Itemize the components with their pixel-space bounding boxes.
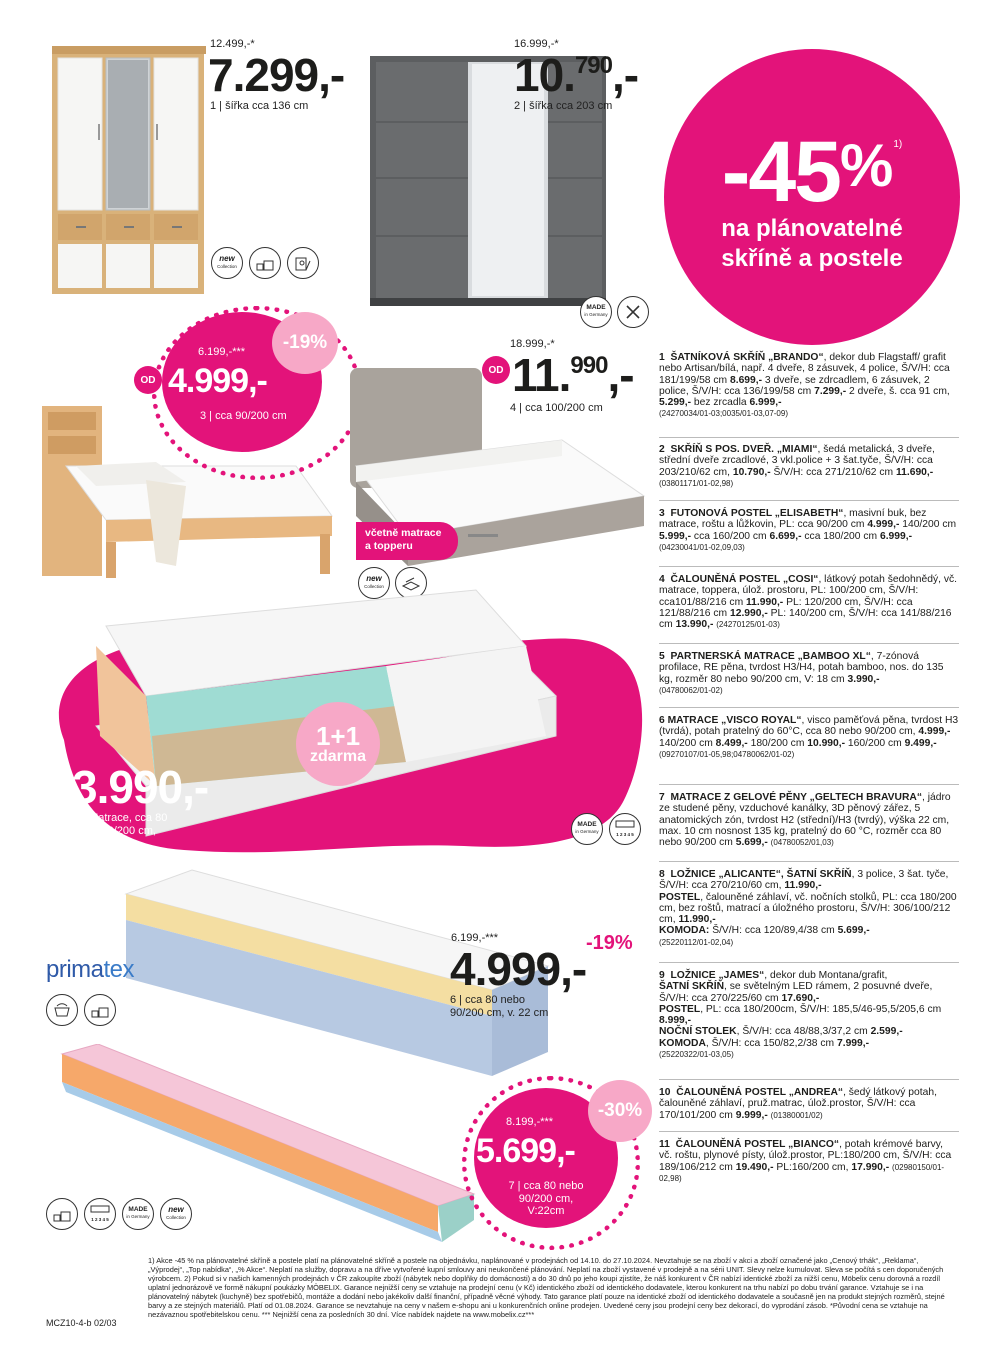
p4-note-line2: a topperu [365,540,413,552]
mattress-geltech-image [58,1044,478,1244]
p2-price-main: 10. [514,49,575,101]
modular-blocks-icon [84,994,116,1026]
p5-size-line3: v. 18 cm [74,837,115,850]
p5-offer-badge [296,702,380,786]
p4-old-price: 18.999,-* [510,338,555,350]
p5-size-line1: 5 | Matrace, cca 80 [74,812,168,824]
new-collection-icon: new Collection [160,1198,192,1230]
separator [659,566,959,567]
made-in-germany-icon: MADE in Germany [122,1198,154,1230]
p7-size-line2: 90/200 cm, [518,1192,574,1205]
separator [659,861,959,862]
p7-old-price: 8.199,-*** [506,1116,554,1128]
p6-size [450,994,548,1019]
promo-percent-value: -45 [721,124,841,220]
made-in-germany-icon: MADE in Germany [580,296,612,328]
separator [659,500,959,501]
p2-price-end: ,- [612,49,639,101]
primatex-logo-prima: prima [46,956,104,983]
p4-price-end: ,- [607,349,634,401]
washable-icon [46,994,78,1026]
made-in-germany-icon: MADE in Germany [571,813,603,845]
p7-price: 5.699,- [476,1132,575,1170]
promo-percent [664,123,960,222]
p6-size-line2: 90/200 cm, v. 22 cm [450,1006,549,1019]
p2-price-sup: 790 [574,52,612,79]
description-11: 11 ČALOUNĚNÁ POSTEL „BIANCO“, potah krémové barvy, vč. roštu, plynové písty, úlož.prostor, PL:180/200 cm, Š/V/H: cca 189/106/212 cm 19.490,- PL:160/200 cm, 17.990,- (02980150/01-02,98) [659,1139,952,1183]
description-1: 1 ŠATNÍKOVÁ SKŘÍŇ „BRANDO“, dekor dub Flagstaff/ grafit nebo Artisan/bílá, např. 4 dveře, 8 zásuvek, 4 police, Š/V/H: cca 181/199/58 cm 8.699,- 3 dveře, se zdrcadlem, 6 zásuvek, 2 police, Š/V/H: cca 136/199/58 cm 7.299,- 2 dveře, š. cca 91 cm, 5.299,- bez zrcadla 6.999,- (24270034/01-03;0035/01-03,07-09) [659,352,950,419]
p5-size-line2: nebo 90/200 cm, [74,824,156,837]
description-7: 7 MATRACE Z GELOVÉ PĚNY „GELTECH BRAVURA“, jádro ze studené pěny, vzduchové kanálky, 3D pěnový zářez, 5 anatomických zón, tvrdost H2 (střední)/H3 (tvrdý), výška 22 cm, max. 10 cm nosnost 135 kg, pratelný do 60 °C, rozměr cca 80 nebo 90/200 cm 5.699,- (04780052/01,03) [659,792,951,849]
p1-price: 7.299,- [208,49,345,101]
p2-price [514,49,639,101]
p3-size: 3 | cca 90/200 cm [200,410,287,422]
planning-icon [287,247,319,279]
separator [659,962,959,963]
description-4: 4 ČALOUNĚNÁ POSTEL „COSI“, látkový potah šedohnědý, vč. matrace, toppera, úlož. prostoru, PL: 100/200 cm, Š/V/H: cca101/88/216 cm 11.990,- PL: 120/200 cm, Š/V/H: cca 121/88/216 cm 12.990,- PL: 140/200 cm, Š/V/H: cca 141/88/216 cm 13.990,- (24270125/01-03) [659,574,957,631]
separator [659,707,959,708]
p6-price: 4.999,- [450,943,587,995]
p6-size-line1: 6 | cca 80 nebo [450,994,526,1006]
promo-footnote-mark: 1) [893,139,903,150]
p6-old-price: 6.199,-*** [451,932,499,944]
description-9: 9 LOŽNICE „JAMES“, dekor dub Montana/grafit, ŠATNÍ SKŘÍŇ, se světelným LED rámem, 2 posuvné dveře, Š/V/H: cca 270/225/60 cm 17.690,- POSTEL, PL: cca 180/200cm, Š/V/H: 185,5/46-95,5/205,6 cm 8.999,- NOČNÍ STOLEK, Š/V/H: cca 48/88,3/37,2 cm 2.599,- KOMODA, Š/V/H: cca 150/82,2/38 cm 7.999,- (25220322/01-03,05) [659,970,942,1060]
p1-size: 1 | šířka cca 136 cm [210,100,309,112]
p3-price: 4.999,- [168,362,267,400]
separator [659,1131,959,1132]
p7-discount-badge: -30% [588,1080,652,1142]
promo-percent-sign: % [840,132,894,199]
p5-offer-line2: zdarma [309,748,367,765]
legal-footnote: 1) Akce -45 % na plánovatelné skříně a postele platí na plánovatelné skříně a postele na objednávku, naplánované v prodejnách od 14.10. do 27.10.2024. Nevztahuje se na zboží v akci a zboží označené jako „Cenový trhák“, „Reklama“, „Výprodej“, „Top nabídka“, „% Akce“. Neplatí na služby, dopravu a na dříve vytvořené kupní smlouvy ani neukončené plánování. Neplatí na zboží vystavené v prodejně a na sérii UNIT. Slevy nelze kumulovat. Sleva se počítá s cen doporučených výrobcem. 2) Pokud si v našich kamenných prodejnách v ČR zakoupíte zboží (nábytek nebo doplňky do domácnosti) a do 30 dnů po jeho koupi zjistíte, že náš konkurent v ČR nabízí identické zboží za nižší cenu, Möbelix cenu dorovná a rozdíl uplatní jednorázově ve formě nákupní poukázky MÖBELIX. Garance nejnižší ceny se vztahuje na prodejní cenu (v Kč) identického zboží od identického dodavatele, kterou konkurent na trhu nabízí po dobu trvání garance. Vztahuje se i na plánovatelný nábytek (kuchyně) bez spotřebičů, montáže a dodání nebo jakékoliv další finanční, případně věcné výhody. Tato garance platí pouze na identické zboží od identického dodavatele a současně jen na produkt stejných rozměrů, stejné barvy a ze stejných materiálů. Platí od 01.08.2024. Garance se nevztahuje na ceny v našem e-shopu ani u konkurenčních online prodejen. Uvedené ceny jsou prodejní ceny bez dekorací, do vyprodání zásob. *Původní cena se vztahuje na nezávaznou spotřebitelskou cenu. *** Nejnižší cena za posledních 30 dní. Více nabídek najdete na www.mobelix.cz*** [148,1256,945,1319]
modular-blocks-icon [46,1198,78,1230]
primatex-logo [46,956,134,984]
p2-old-price: 16.999,-* [514,38,559,50]
p4-price-sup: 990 [570,352,608,379]
p4-price-main: 11. [512,349,571,401]
tools-icon [617,296,649,328]
new-collection-icon: new Collection [211,247,243,279]
p5-size [74,812,167,850]
promo-line1: na plánovatelné [721,215,903,242]
p4-size: 4 | cca 100/200 cm [510,402,603,414]
separator [659,643,959,644]
new-collection-icon: new Collection [358,567,390,599]
p3-od-badge: OD [134,366,162,394]
promo-45-disc [664,49,960,345]
description-8: 8 LOŽNICE „ALICANTE“, ŠATNÍ SKŘÍŇ, 3 police, 3 šat. tyče, Š/V/H: cca 270/210/60 cm, 11.990,- POSTEL, čalouněné záhlaví, vč. nočních stolků, PL: cca 180/200 cm, bez roštů, matrací a úložného prostoru, Š/V/H: 306/100/212 cm, 11.990,- KOMODA: Š/V/H: cca 120/89,4/38 cm 5.699,- (25220112/01-02,04) [659,869,957,947]
description-10: 10 ČALOUNĚNÁ POSTEL „ANDREA“, šedý látkový potah, čalouněné záhlaví, pruž.matrac, úlož.prostor, Š/V/H: cca 170/101/200 cm 9.999,- (01380001/02) [659,1087,937,1121]
separator [659,437,959,438]
p3-discount-badge: -19% [272,312,338,374]
p7-size-line1: 7 | cca 80 nebo [508,1180,584,1192]
p1-old-price: 12.499,-* [210,38,255,50]
p4-includes-note [356,522,458,560]
primatex-logo-tex: tex [103,956,135,983]
page-code: MCZ10-4-b 02/03 [46,1318,117,1328]
p5-offer-line1: 1+1 [315,721,361,751]
description-6: 6 MATRACE „VISCO ROYAL“, visco paměťová pěna, tvrdost H3 (tvrdá), potah pratelný do 60°C, cca 80 nebo 90/200 cm, 4.999,- 140/200 cm 8.499,- 180/200 cm 10.990,- 160/200 cm 9.499,- (09270107/01-05,98;04780062/01-02) [659,715,959,759]
description-3: 3 FUTONOVÁ POSTEL „ELISABETH“, masivní buk, bez matrace, roštu a lůžkovin, PL: cca 90/200 cm 4.999,- 140/200 cm 5.999,- cca 160/200 cm 6.699,- cca 180/200 cm 6.999,- (04230041/01-02,09,03) [659,508,957,552]
p6-discount-badge: -19% [586,932,633,954]
wardrobe-brando-image [50,44,208,300]
p4-price [512,349,634,401]
p4-note-line1: včetně matrace [365,527,442,539]
description-2: 2 SKŘÍŇ S POS. DVEŘ. „MIAMI“, šedá metalická, 3 dveře, střední dveře zrcadlové, 3 vkl.police + 3 šat.tyče, Š/V/H: cca 203/210/62 cm, 10.790,- Š/V/H: cca 271/210/62 cm 11.690,- (03801171/01-02,98) [659,444,935,488]
promo-line2: skříně a postele [721,245,903,272]
p5-price: 3.990,- [72,761,209,813]
p3-old-price: 6.199,-*** [198,346,246,358]
p7-size-line3: V:22cm [527,1205,565,1218]
zones-icon: 1 2 3 4 5 [84,1198,116,1230]
separator [659,784,959,785]
p4-od-badge: OD [482,356,510,384]
separator [659,1079,959,1080]
p2-size: 2 | šířka cca 203 cm [514,100,613,112]
zones-icon: 1 2 3 4 5 [609,813,641,845]
modular-blocks-icon [249,247,281,279]
p7-size [490,1180,602,1218]
description-5: 5 PARTNERSKÁ MATRACE „BAMBOO XL“, 7-zónová profilace, RE pěna, tvrdost H3/H4, potah bamboo, nos. do 135 kg, rozměr 80 nebo 90/200 cm, V: 18 cm 3.990,- (04780062/01-02) [659,651,944,695]
